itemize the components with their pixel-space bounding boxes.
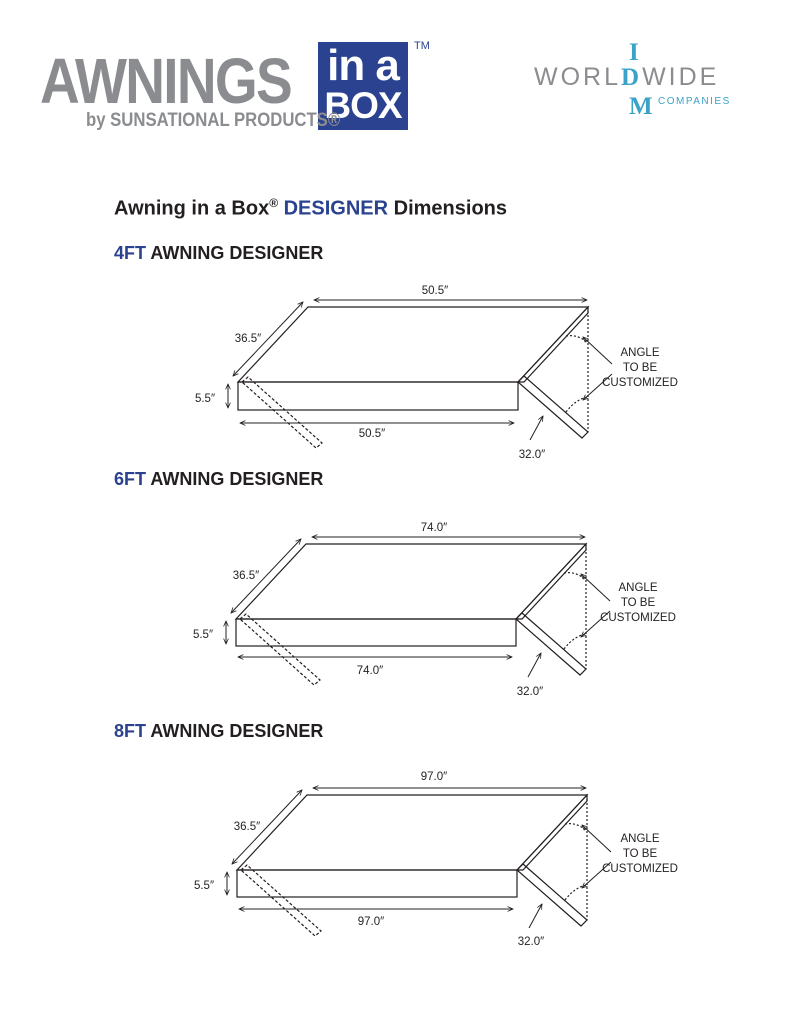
title-registered: ®: [269, 196, 279, 210]
awning-diagram-8ft: [0, 768, 788, 968]
title-pre: Awning in a Box: [114, 197, 270, 220]
logo-trademark: TM: [414, 40, 430, 52]
bottom-width-label: 50.5″: [358, 428, 386, 440]
section-size: 8FT: [114, 721, 147, 741]
thickness-label: 5.5″: [193, 880, 215, 892]
logo-worldwide-left: WORL: [534, 63, 621, 91]
awning-diagram-4ft: [0, 280, 788, 480]
angle-arc-bottom: [565, 885, 587, 900]
angle-arc-bottom: [566, 397, 588, 412]
top-width-label: 97.0″: [420, 771, 448, 783]
awning-bracket: [516, 544, 586, 619]
angle-arc-top: [565, 824, 587, 831]
page-title: [114, 196, 507, 221]
angle-label-line1: ANGLE: [618, 582, 658, 594]
angle-arc-top: [566, 336, 588, 343]
angle-label-line3: CUSTOMIZED: [600, 612, 676, 624]
awning-top-panel: [238, 307, 588, 382]
angle-label-line2: TO BE: [622, 362, 658, 374]
angle-arc-top: [564, 573, 586, 580]
logo-idm-letter-top: I: [629, 39, 639, 66]
angle-label-line3: CUSTOMIZED: [602, 863, 678, 875]
bracket-arm-left: [242, 377, 322, 448]
section-size: 4FT: [114, 243, 147, 263]
logo-box-line2: BOX: [324, 85, 402, 126]
angle-label-line2: TO BE: [622, 848, 658, 860]
logo-byline: by SUNSATIONAL PRODUCTS®: [86, 110, 341, 131]
logo-companies: COMPANIES: [658, 96, 731, 107]
awning-bracket: [518, 307, 588, 382]
bottom-width-label: 97.0″: [357, 916, 385, 928]
idm-worldwide-logo: [534, 38, 744, 120]
section-title-4ft: [114, 243, 323, 264]
section-title-8ft: [114, 721, 323, 742]
thickness-label: 5.5″: [192, 629, 214, 641]
bottom-width-label: 74.0″: [356, 665, 384, 677]
angle-arc-bottom: [564, 634, 586, 649]
title-post: Dimensions: [393, 197, 507, 220]
awning-bracket: [517, 795, 587, 870]
logo-worldwide-mid: D: [621, 64, 643, 91]
bracket-arm-right: [518, 376, 588, 438]
angle-pointer-top: [582, 825, 611, 852]
awning-top-panel: [237, 795, 587, 870]
angle-label-line1: ANGLE: [620, 347, 660, 359]
logo-box-line1: in a: [327, 41, 399, 90]
bracket-label: 32.0″: [518, 449, 546, 461]
bracket-arm-right: [517, 864, 587, 926]
bracket-arm-left: [241, 865, 321, 936]
section-label: AWNING DESIGNER: [150, 243, 324, 263]
top-width-label: 74.0″: [420, 522, 448, 534]
title-accent: DESIGNER: [283, 197, 389, 220]
top-width-label: 50.5″: [421, 285, 449, 297]
depth-label: 36.5″: [234, 333, 262, 345]
angle-pointer-top: [581, 574, 610, 601]
angle-pointer-top: [583, 337, 612, 364]
section-label: AWNING DESIGNER: [150, 469, 324, 489]
angle-label-line3: CUSTOMIZED: [602, 377, 678, 389]
section-size: 6FT: [114, 469, 147, 489]
angle-label-line2: TO BE: [620, 597, 656, 609]
bracket-arm-left: [240, 614, 320, 685]
logo-worldwide-right: WIDE: [642, 63, 720, 91]
section-label: AWNING DESIGNER: [150, 721, 324, 741]
depth-label: 36.5″: [233, 821, 261, 833]
logo-awnings-word: AWNINGS: [40, 45, 291, 117]
bracket-dimension-line: [529, 904, 542, 928]
depth-label: 36.5″: [232, 570, 260, 582]
logo-worldwide-word: [534, 63, 719, 92]
bracket-dimension-line: [528, 653, 541, 677]
awnings-in-a-box-logo: [40, 40, 440, 140]
bracket-arm-right: [516, 613, 586, 675]
logo-idm-letter-bottom: M: [629, 93, 653, 120]
angle-label-line1: ANGLE: [620, 833, 660, 845]
bracket-label: 32.0″: [517, 936, 545, 948]
bracket-dimension-line: [530, 416, 543, 440]
awning-top-panel: [236, 544, 586, 619]
bracket-label: 32.0″: [516, 686, 544, 698]
awning-diagram-6ft: [0, 517, 788, 717]
thickness-label: 5.5″: [194, 393, 216, 405]
